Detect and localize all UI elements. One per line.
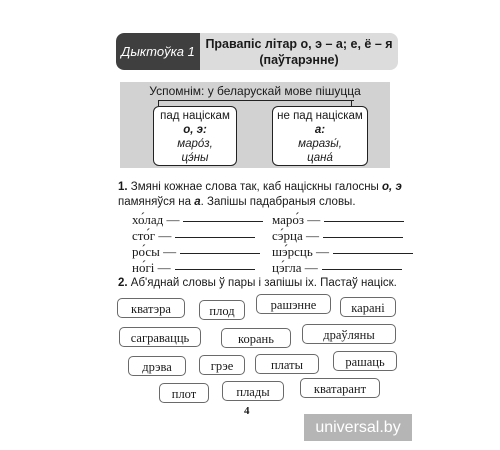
stressed-letters: о, э: bbox=[183, 124, 207, 136]
word-row[interactable] bbox=[132, 228, 255, 243]
task1-letters-a: о, э bbox=[382, 181, 402, 193]
word-card[interactable]: сагравацць bbox=[119, 327, 201, 347]
remember-title: Успомнім: у беларускай мове пішуцца bbox=[149, 84, 361, 98]
word-label: хо́лад — bbox=[132, 212, 180, 227]
task1-letter-b: а bbox=[194, 196, 201, 208]
stressed-rule-box bbox=[153, 106, 237, 166]
word-card[interactable]: кватарант bbox=[300, 378, 380, 398]
word-row[interactable] bbox=[132, 244, 260, 259]
lesson-title bbox=[202, 36, 396, 68]
watermark: universal.by bbox=[304, 414, 412, 441]
word-row[interactable] bbox=[272, 244, 413, 259]
task1-text-c: . Запішы падабраныя словы. bbox=[200, 196, 356, 208]
task1-text-a: Змяні кожнае слова так, каб націскны галосны bbox=[130, 181, 383, 193]
word-card[interactable]: дрэва bbox=[128, 356, 186, 376]
answer-blank[interactable] bbox=[322, 269, 402, 270]
answer-blank[interactable] bbox=[323, 237, 403, 238]
stressed-label: пад націскам bbox=[160, 110, 230, 122]
unstressed-example-2: цана́ bbox=[307, 152, 333, 164]
page-number: 4 bbox=[244, 405, 250, 417]
word-card[interactable]: корань bbox=[221, 328, 291, 348]
task1-instruction bbox=[118, 180, 408, 210]
stressed-example-2: цэ́ны bbox=[181, 152, 209, 164]
word-row[interactable] bbox=[272, 212, 404, 227]
word-row[interactable] bbox=[272, 228, 403, 243]
lesson-title-line2: (паўтарэнне) bbox=[259, 53, 339, 67]
word-label: ро́сы — bbox=[132, 244, 177, 259]
task2-instruction bbox=[118, 276, 408, 291]
answer-blank[interactable] bbox=[175, 237, 255, 238]
word-card[interactable]: плод bbox=[199, 300, 245, 320]
answer-blank[interactable] bbox=[333, 253, 413, 254]
word-card[interactable]: рашэнне bbox=[256, 294, 331, 314]
answer-blank[interactable] bbox=[175, 269, 255, 270]
word-card[interactable]: платы bbox=[255, 354, 319, 374]
unstressed-rule-box bbox=[272, 106, 368, 166]
answer-blank[interactable] bbox=[324, 221, 404, 222]
dictation-tag: Дыктоўка 1 bbox=[116, 33, 200, 70]
word-row[interactable] bbox=[132, 260, 255, 275]
word-card[interactable]: грэе bbox=[199, 355, 245, 375]
word-card[interactable]: плот bbox=[159, 383, 209, 403]
word-label: сэ́рца — bbox=[272, 228, 319, 243]
answer-blank[interactable] bbox=[180, 253, 260, 254]
word-card[interactable]: драўляны bbox=[302, 324, 396, 344]
answer-blank[interactable] bbox=[183, 221, 263, 222]
word-row[interactable] bbox=[272, 260, 402, 275]
word-label: сто́г — bbox=[132, 228, 172, 243]
task2-text: Аб'яднай словы ў пары і запішы іх. Пастаў націск. bbox=[130, 277, 397, 289]
word-card[interactable]: кватэра bbox=[117, 298, 185, 318]
lesson-title-line1: Правапіс літар о, э – а; е, ё – я bbox=[205, 37, 393, 51]
word-label: шэ́рсць — bbox=[272, 244, 329, 259]
word-label: но́гі — bbox=[132, 260, 171, 275]
task2-number: 2. bbox=[118, 277, 128, 289]
task1-text-b: памяняўся на bbox=[118, 196, 195, 208]
lesson-header bbox=[116, 33, 398, 70]
word-row[interactable] bbox=[132, 212, 263, 227]
word-card[interactable]: рашаць bbox=[333, 351, 397, 371]
unstressed-example-1: маразы́, bbox=[298, 138, 342, 150]
unstressed-letters: а: bbox=[314, 124, 326, 136]
word-card[interactable]: карані bbox=[340, 297, 396, 317]
remember-divider bbox=[158, 100, 354, 101]
unstressed-label: не пад націскам bbox=[277, 110, 363, 122]
word-label: цэ́гла — bbox=[272, 260, 318, 275]
word-card[interactable]: плады bbox=[222, 381, 284, 401]
stressed-example-1: маро́з, bbox=[177, 138, 213, 150]
word-label: маро́з — bbox=[272, 212, 321, 227]
task1-number: 1. bbox=[118, 181, 128, 193]
